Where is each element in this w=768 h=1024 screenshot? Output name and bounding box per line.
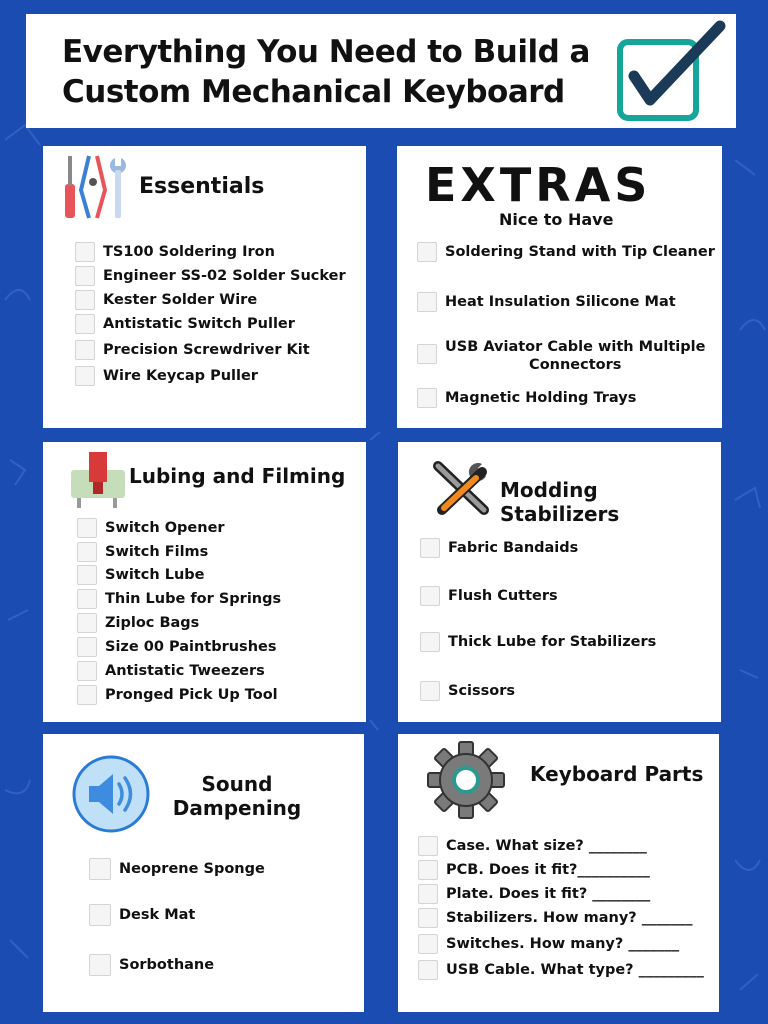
checklist-item[interactable]: Case. What size? ________ — [418, 836, 647, 856]
extras-title: EXTRAS — [425, 158, 652, 212]
checklist-item[interactable]: Stabilizers. How many? _______ — [418, 908, 692, 928]
checkbox[interactable] — [75, 242, 95, 262]
page-title-line-1: Everything You Need to Build a — [62, 34, 590, 70]
header-card — [26, 14, 736, 128]
speaker-icon — [71, 754, 151, 834]
checklist-item[interactable]: USB Cable. What type? _________ — [418, 960, 704, 980]
checklist-item[interactable]: Thick Lube for Stabilizers — [420, 632, 656, 652]
checkbox[interactable] — [417, 292, 437, 312]
lubing-card — [43, 442, 366, 722]
checkbox[interactable] — [77, 542, 97, 562]
checkbox[interactable] — [77, 613, 97, 633]
checklist-item[interactable]: USB Aviator Cable with Multiple Connectors — [417, 338, 705, 374]
sound-title: Sound Dampening — [172, 772, 302, 820]
checkbox[interactable] — [418, 960, 438, 980]
checklist-item[interactable]: Switch Films — [77, 542, 208, 562]
checkbox[interactable] — [77, 565, 97, 585]
checklist-item[interactable]: Engineer SS-02 Solder Sucker — [75, 266, 346, 286]
checklist-item[interactable]: TS100 Soldering Iron — [75, 242, 275, 262]
checklist-item[interactable]: PCB. Does it fit?__________ — [418, 860, 650, 880]
checkbox[interactable] — [417, 388, 437, 408]
checkbox[interactable] — [77, 518, 97, 538]
checklist-item[interactable]: Thin Lube for Springs — [77, 589, 281, 609]
checkbox[interactable] — [418, 934, 438, 954]
checklist-item[interactable]: Heat Insulation Silicone Mat — [417, 292, 676, 312]
checklist-item[interactable]: Precision Screwdriver Kit — [75, 340, 310, 360]
lubing-title: Lubing and Filming — [129, 464, 346, 488]
extras-subtitle: Nice to Have — [499, 210, 614, 229]
checkbox[interactable] — [420, 538, 440, 558]
checkbox[interactable] — [77, 637, 97, 657]
checklist-item[interactable]: Magnetic Holding Trays — [417, 388, 636, 408]
gear-icon — [426, 740, 506, 820]
parts-card — [398, 734, 719, 1012]
checklist-item[interactable]: Fabric Bandaids — [420, 538, 578, 558]
sound-card — [43, 734, 364, 1012]
checkbox[interactable] — [418, 908, 438, 928]
checkmark-icon — [616, 20, 726, 124]
checkbox[interactable] — [89, 954, 111, 976]
checklist-item[interactable]: Scissors — [420, 681, 515, 701]
hammer-wrench-icon — [432, 458, 492, 516]
page-title — [62, 32, 602, 112]
checkbox[interactable] — [75, 340, 95, 360]
checkbox[interactable] — [77, 685, 97, 705]
checkbox[interactable] — [420, 681, 440, 701]
checkbox[interactable] — [77, 661, 97, 681]
parts-title: Keyboard Parts — [530, 762, 704, 786]
tools-icon — [63, 152, 127, 220]
checklist-item[interactable]: Wire Keycap Puller — [75, 366, 258, 386]
checkbox[interactable] — [75, 290, 95, 310]
page-title-line-2: Custom Mechanical Keyboard — [62, 74, 565, 110]
checklist-item[interactable]: Desk Mat — [89, 904, 195, 926]
switch-icon — [67, 448, 129, 510]
checkbox[interactable] — [77, 589, 97, 609]
checklist-item[interactable]: Flush Cutters — [420, 586, 558, 606]
essentials-card — [43, 146, 366, 428]
checklist-item[interactable]: Pronged Pick Up Tool — [77, 685, 278, 705]
checklist-item[interactable]: Neoprene Sponge — [89, 858, 265, 880]
checklist-item[interactable]: Switches. How many? _______ — [418, 934, 679, 954]
checklist-item[interactable]: Plate. Does it fit? ________ — [418, 884, 650, 904]
checkbox[interactable] — [417, 242, 437, 262]
stabilizers-title: Modding Stabilizers — [500, 478, 620, 526]
checklist-item[interactable]: Antistatic Tweezers — [77, 661, 265, 681]
checklist-item[interactable]: Kester Solder Wire — [75, 290, 257, 310]
checkbox[interactable] — [420, 586, 440, 606]
checkbox[interactable] — [89, 904, 111, 926]
checklist-item[interactable]: Switch Opener — [77, 518, 225, 538]
stabilizers-card — [398, 442, 721, 722]
checklist-item[interactable]: Sorbothane — [89, 954, 214, 976]
checkbox[interactable] — [417, 344, 437, 364]
checkbox[interactable] — [75, 366, 95, 386]
checkbox[interactable] — [420, 632, 440, 652]
checkbox[interactable] — [75, 314, 95, 334]
essentials-title: Essentials — [139, 174, 265, 199]
checkbox[interactable] — [418, 836, 438, 856]
checkbox[interactable] — [89, 858, 111, 880]
checklist-item[interactable]: Soldering Stand with Tip Cleaner — [417, 242, 715, 262]
checklist-item[interactable]: Size 00 Paintbrushes — [77, 637, 276, 657]
checklist-item[interactable]: Antistatic Switch Puller — [75, 314, 295, 334]
checkbox[interactable] — [418, 860, 438, 880]
checklist-item[interactable]: Ziploc Bags — [77, 613, 199, 633]
checkbox[interactable] — [75, 266, 95, 286]
extras-card — [397, 146, 722, 428]
checklist-item[interactable]: Switch Lube — [77, 565, 204, 585]
checkbox[interactable] — [418, 884, 438, 904]
